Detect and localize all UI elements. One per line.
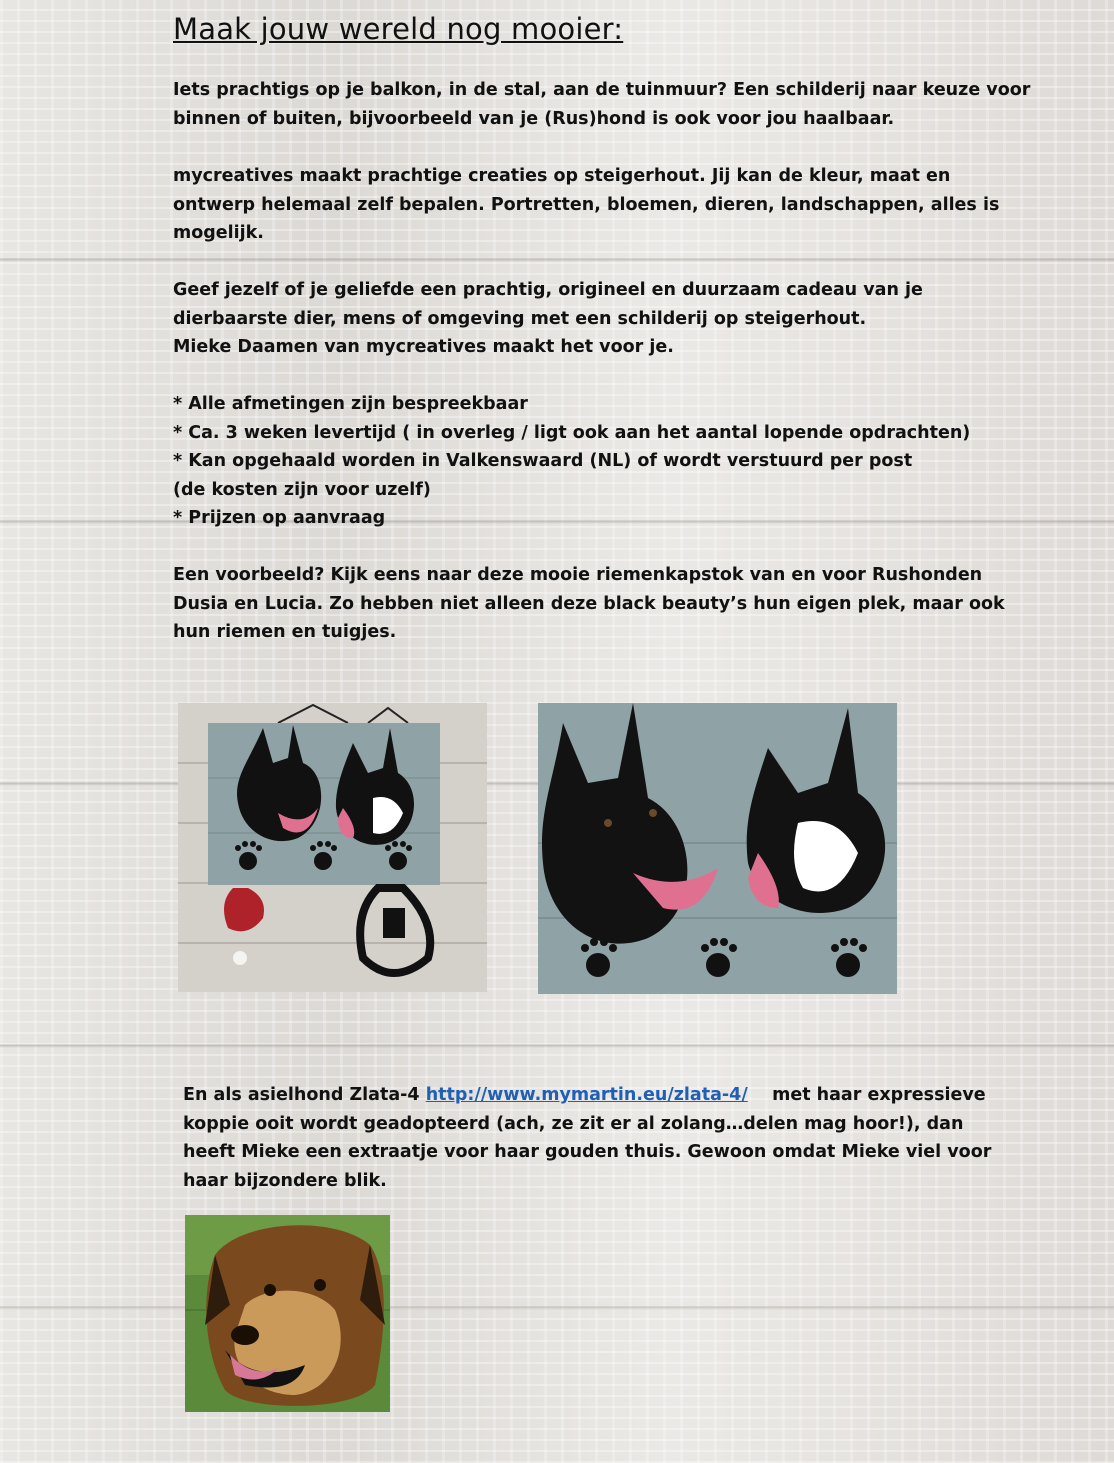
text-line: koppie ooit wordt geadopteerd (ach, ze zit er al zolang…delen mag hoor!), dan xyxy=(183,1113,964,1134)
leash-rack-photo xyxy=(178,703,487,992)
list-item: * Prijzen op aanvraag xyxy=(173,508,386,529)
list-item: * Ca. 3 weken levertijd ( in overleg / ligt ook aan het aantal lopende opdrachten) xyxy=(173,422,971,443)
list-item: * Kan opgehaald worden in Valkenswaard (NL) of wordt verstuurd per post xyxy=(173,451,913,472)
about-paragraph xyxy=(173,162,1023,248)
zlata-intro-text: En als asielhond Zlata-4 xyxy=(183,1085,426,1105)
text-line: heeft Mieke een extraatje voor haar gouden thuis. Gewoon omdat Mieke viel voor xyxy=(183,1142,992,1163)
painting-closeup-photo xyxy=(538,703,897,994)
zlata-dog-painting xyxy=(185,1215,390,1412)
zlata-painting-photo xyxy=(185,1215,390,1412)
text-line: Iets prachtigs op je balkon, in de stal, aan de tuinmuur? Een schilderij naar keuze voor xyxy=(173,80,1031,100)
zlata-paragraph xyxy=(183,1081,1003,1195)
two-dogs-painting xyxy=(538,703,897,994)
text-line: Dusia en Lucia. Zo hebben niet alleen deze black beauty’s hun eigen plek, maar ook xyxy=(173,593,1005,614)
text-line: dierbaarste dier, mens of omgeving met een schilderij op steigerhout. xyxy=(173,308,867,329)
zlata-intro-text-after: met haar expressieve xyxy=(747,1085,986,1105)
text-line: binnen of buiten, bijvoorbeeld van je (Rus)hond is ook voor jou haalbaar. xyxy=(173,108,895,129)
text-line: mogelijk. xyxy=(173,223,264,244)
list-item: * Alle afmetingen zijn bespreekbaar xyxy=(173,394,528,414)
text-line: mycreatives maakt prachtige creaties op steigerhout. Jij kan de kleur, maat en xyxy=(173,166,951,186)
leash-rack-illustration xyxy=(178,703,487,992)
text-line xyxy=(183,1081,1003,1110)
zlata-link[interactable]: http://www.mymartin.eu/zlata-4/ xyxy=(425,1085,748,1105)
intro-paragraph xyxy=(173,76,1031,133)
text-line: haar bijzondere blik. xyxy=(183,1170,387,1191)
text-line: Mieke Daamen van mycreatives maakt het voor je. xyxy=(173,337,674,358)
text-line: ontwerp helemaal zelf bepalen. Portretten, bloemen, dieren, landschappen, alles is xyxy=(173,194,1000,215)
text-line: hun riemen en tuigjes. xyxy=(173,622,397,643)
example-paragraph xyxy=(173,561,1023,647)
gift-paragraph xyxy=(173,276,1023,362)
page-title: Maak jouw wereld nog mooier: xyxy=(173,12,624,46)
bullet-list xyxy=(173,390,1023,533)
text-line: Geef jezelf of je geliefde een prachtig, origineel en duurzaam cadeau van je xyxy=(173,280,923,300)
list-item: (de kosten zijn voor uzelf) xyxy=(173,479,431,500)
text-line: Een voorbeeld? Kijk eens naar deze mooie riemenkapstok van en voor Rushonden xyxy=(173,565,983,585)
